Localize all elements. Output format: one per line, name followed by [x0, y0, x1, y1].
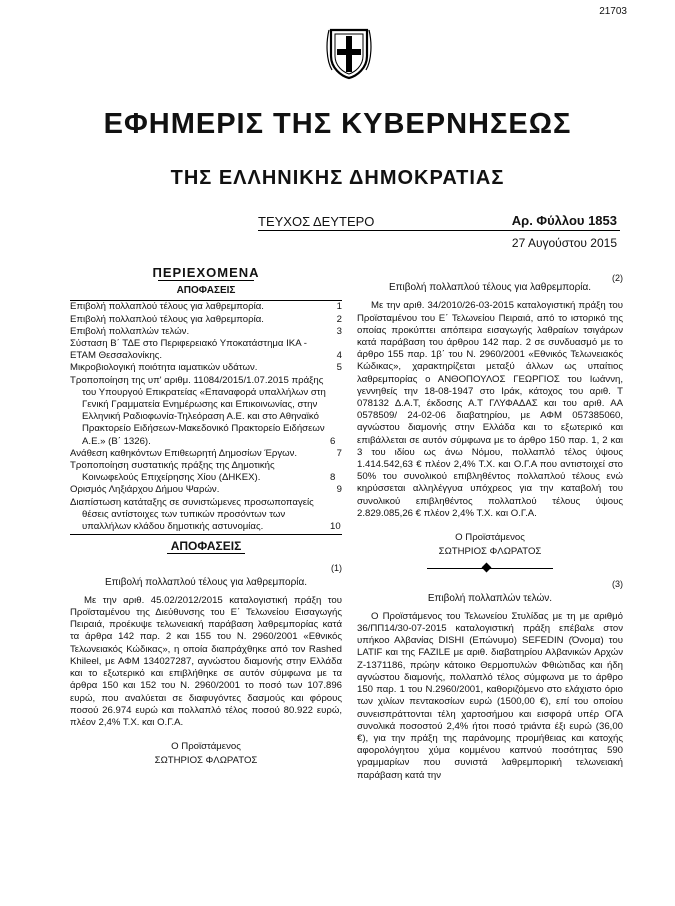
toc-item[interactable]: Τροποποίηση συστατικής πράξης της Δημοτικής Κοινωφελούς Επιχείρησης Χίου (ΔΗΚΕΧ). 8 — [70, 460, 336, 484]
decision-title: Επιβολή πολλαπλού τέλους για λαθρεμπορία. — [388, 282, 592, 294]
signatory-role: Ο Προϊστάμενος — [171, 741, 241, 753]
decision-body: Με την αριθ. 34/2010/26-03-2015 καταλογιστική πράξη του Προϊσταμένου του Ε΄ Τελωνείου Πειραιά, από το ιστορικό της οποίας προκύπτει απόπειρα εισαγωγής λαθραίων τσιγάρων κατά παράβαση του άρθρου 142 παρ. 2 σε συνδυασμό με το άρθρο 155 παρ. 1β΄ του Ν. 2960/2001 «Εθνικός Τελωνειακός Κώδικας», χαρακτηρίζεται μεταξύ άλλων ως υπαίτιος λαθρεμπορίας ο ΑΝΘΟΠΟΥΛΟΣ ΓΕΩΡΓΙΟΣ του Ιωάννη, γεννηθείς την 18-08-1947 στο Ιράκ, κάτοχος του αριθ. Τ 078132 Δ.Α.Τ, έκδοσης Α.Τ ΓΛΥΦΑΔΑΣ και του αριθ. ΑΑ 0578509/ 24-02-06 διαβατηρίου, με ΑΦΜ 057385060, αγνώστου διαμονής στην Ελλάδα και το εξωτερικό και επιβάλλεται σε αυτόν σύμφωνα με το άρθρο 150 παρ. 1, 2 και 3 του ιδίου ως άνω Νόμου, πολλαπλό τέλος ύψους 1.414.542,63 € πλέον 2,4% Τ.Χ. και Ο.Γ.Α που αντιστοιχεί στο 50% του συνολικού επιβληθέντος πολλαπλού τέλους ενώ κηρύσσεται αλληλέγγυα υπόχρεος για την καταβολή του συνολικού επιβληθέντος πολλαπλού τέλους ύψους 2.829.085,26 € πλέον 2,4% Τ.Χ. και Ο.Γ.Α. — [357, 300, 623, 519]
left-column — [70, 262, 342, 768]
toc-item[interactable]: Επιβολή πολλαπλού τέλους για λαθρεμπορία. 1 — [70, 301, 342, 313]
header-rule — [258, 230, 620, 231]
toc-item[interactable]: Τροποποίηση της υπ' αριθμ. 11084/2015/1.07.2015 πράξης του Υπουργού Επικρατείας «Επαναφορά υπαλλήλων στη Γενική Γραμματεία Ενημέρωσης και Επικοινωνίας, στην Ελληνική Ραδιοφωνία-Τηλεόραση Α.Ε. και στο Αθηναϊκό Πρακτορείο Ειδήσεων-Μακεδονικό Πρακτορείο Ειδήσεων Α.Ε.» (Β΄ 1326). 6 — [70, 374, 336, 447]
toc-item[interactable]: Ανάθεση καθηκόντων Επιθεωρητή Δημοσίων Έργων. 7 — [70, 447, 342, 459]
sheet-number: Αρ. Φύλλου 1853 — [511, 213, 617, 228]
decision-number: (3) — [612, 579, 623, 590]
decisions-heading: ΑΠΟΦΑΣΕΙΣ — [170, 539, 242, 554]
toc-item[interactable]: Σύσταση Β΄ ΤΔΕ στο Περιφερειακό Υποκατάστημα ΙΚΑ - ΕΤΑΜ Θεσσαλονίκης. 4 — [70, 338, 342, 362]
contents-subheading: ΑΠΟΦΑΣΕΙΣ — [176, 285, 236, 297]
decision-number: (1) — [331, 563, 342, 574]
contents-underline — [158, 280, 254, 281]
decision-body: Με την αριθ. 45.02/2012/2015 καταλογιστική πράξη του Προϊσταμένου της Διεύθυνσης του Ε΄ Τελωνείου Εισαγωγής Πειραιά, προέκυψε τελωνειακή παράβαση λαθρεμπορίας κατά τα άρθρα 142 παρ. 2 και 155 του Ν. 2960/2001 «Εθνικός Τελωνειακός Κώδικας», η οποία διαπράχθηκε από τον Rashed Khileel, με ΑΦΜ 134027287, αγνώστου διαμονής στην Ελλάδα και το εξωτερικό και επιβλήθηκε σε αυτόν σύμφωνα με τα άρθρα 150 και 152 του Ν. 2960/2001 το ποσό των 107.896 ευρώ, που αναλύεται σε διαφυγόντες δασμούς και φόρους ποσού 26.974 ευρώ και πολλαπλό τέλος ποσού 80.922 ευρώ, πλέον 2,4% Τ.Χ. και Ο.Γ.Α. — [70, 594, 342, 728]
decision-title: Επιβολή πολλαπλών τελών. — [427, 592, 553, 604]
toc-item[interactable]: Μικροβιολογική ποιότητα ιαματικών υδάτων. 5 — [70, 362, 342, 374]
page-number: 21703 — [599, 6, 627, 17]
decision-body: Ο Προϊστάμενος του Τελωνείου Στυλίδας με τη με αριθμό 36/ΠΠ14/30-07-2015 καταλογιστική πράξη επέβαλε στον υπήκοο Αλβανίας DISHI (Επώνυμο) SEFEDIN (Όνομα) του LATIF και της FAZILE με αριθ. διαβατηρίου Αλβανικών Αρχών Ζ-1371186, πρώην κάτοικο Θερμοπυλών Φθιώτιδας και ήδη αγνώστου διαμονής, πολλαπλό τέλος σύμφωνα με το άρθρο 150 παρ. 1 του Ν.2960/2001, καθοριζόμενο στο ελάχιστο όριο των χιλίων πεντακοσίων ευρώ (1500,00 €), επί του οποίου συνεισπράττονται τέλη χαρτοσήμου και εισφορά υπέρ ΟΓΑ συνολικά ποσοστού 2,4% ήτοι ποσό τριάντα έξι ευρώ (36,00 €), για την πράξη της παράνομης προμήθειας και κατοχής αφορολόγητου χύμα κομμένου καπνού ποσότητας 590 γραμμαρίων που συνιστά λαθρεμπορική τελωνειακή παράβαση κατά την — [357, 610, 623, 781]
toc-item[interactable]: Διαπίστωση κατάταξης σε συνιστώμενες προσωποπαγείς θέσεις αντίστοιχες των τυπικών προσόντων των υπαλλήλων κλάδου δημοτικής αστυνομίας. 10 — [70, 496, 341, 533]
decision-title: Επιβολή πολλαπλού τέλους για λαθρεμπορία. — [104, 576, 308, 588]
issue-label: ΤΕΥΧΟΣ ΔΕΥΤΕΡΟ — [258, 214, 375, 229]
toc-bottom-rule — [70, 534, 342, 535]
decision-number: (2) — [612, 273, 623, 283]
diamond-ornament-icon — [482, 563, 492, 573]
right-column — [357, 262, 623, 782]
contents-heading: ΠΕΡΙΕΧΟΜΕΝΑ — [152, 265, 260, 280]
issue-date: 27 Αυγούστου 2015 — [511, 236, 617, 250]
gazette-subtitle: ΤΗΣ ΕΛΛΗΝΙΚΗΣ ΔΗΜΟΚΡΑΤΙΑΣ — [170, 167, 505, 189]
gazette-title: ΕΦΗΜΕΡΙΣ ΤΗΣ ΚΥΒΕΡΝΗΣΕΩΣ — [103, 108, 572, 140]
greek-coat-of-arms-icon — [326, 26, 372, 80]
signatory-name: ΣΩΤΗΡΙΟΣ ΦΛΩΡΑΤΟΣ — [438, 546, 542, 558]
toc-item[interactable]: Επιβολή πολλαπλών τελών. 3 — [70, 325, 342, 337]
toc-item[interactable]: Επιβολή πολλαπλού τέλους για λαθρεμπορία. 2 — [70, 313, 342, 325]
toc-item[interactable]: Ορισμός Ληξιάρχου Δήμου Ψαρών. 9 — [70, 484, 342, 496]
signatory-role: Ο Προϊστάμενος — [455, 532, 525, 544]
decisions-underline — [167, 553, 245, 554]
section-divider — [357, 562, 623, 574]
signatory-name: ΣΩΤΗΡΙΟΣ ΦΛΩΡΑΤΟΣ — [154, 755, 258, 767]
